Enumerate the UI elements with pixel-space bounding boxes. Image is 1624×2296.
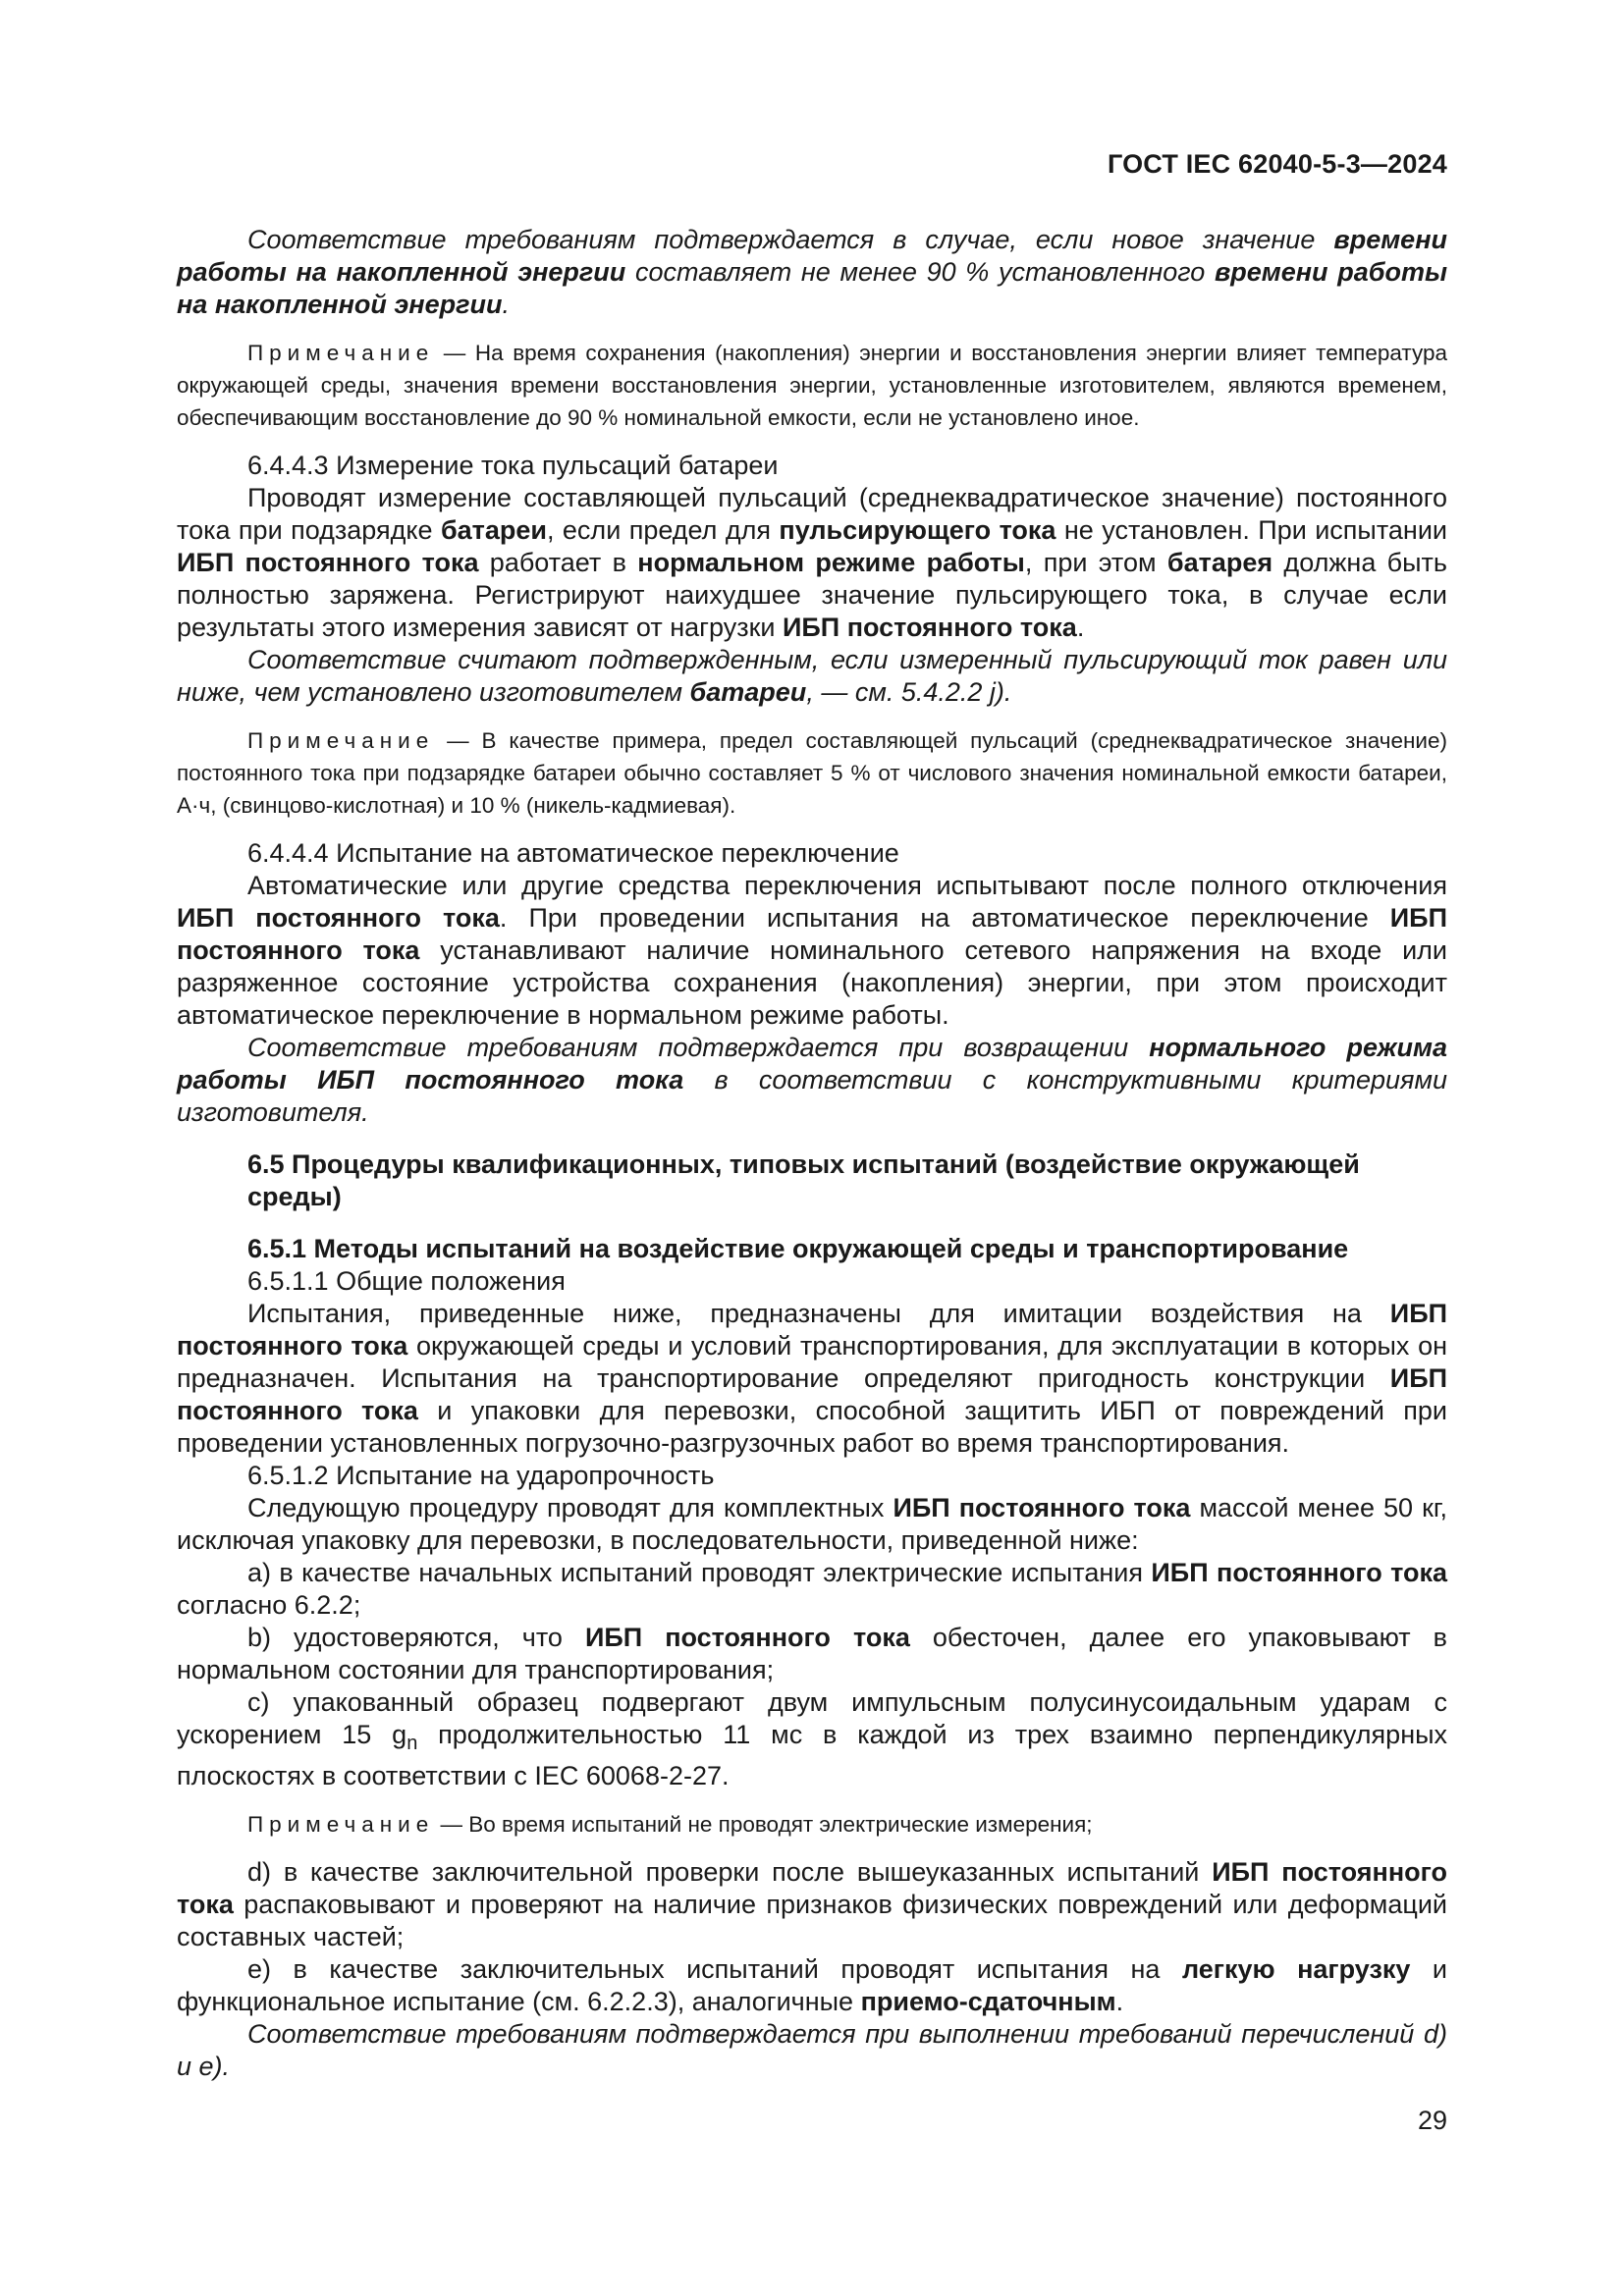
text-run: Соответствие требованиям подтверждается в случае, если новое значение	[247, 225, 1334, 254]
bold-term: ИБП постоянного тока	[177, 903, 1447, 965]
text-run: обычно составляет 5 % от числового значения номинальной емкости батареи, А·ч, (свинцово-кислотная) и 10 % (никель-кадмиевая).	[177, 761, 1447, 818]
text-run: a) в качестве начальных испытаний проводят электрические испытания	[247, 1558, 1152, 1587]
note-6	[177, 724, 1447, 822]
text-run: — В качестве примера, предел составляющей пульсаций (среднеквадратическое значение) постоянного тока при подзарядке	[177, 728, 1447, 785]
bold-term: времени работы на накопленной энергии	[177, 225, 1447, 287]
bold-term: ИБП постоянного тока	[177, 1299, 1447, 1361]
text-run: — Во время испытаний не проводят электрические измерения;	[434, 1812, 1093, 1837]
bold-term: ИБП постоянного тока	[1151, 1558, 1448, 1587]
text-run: Соответствие требованиям подтверждается при возвращении	[247, 1033, 1150, 1062]
text-run: d) в качестве заключительной проверки после вышеуказанных испытаний	[247, 1857, 1213, 1887]
note-label: Примечание	[247, 1812, 435, 1837]
paragraph-1	[177, 224, 1447, 321]
text-run: Автоматические или другие средства переключения испытывают после полного отключения	[247, 871, 1447, 900]
paragraph-17	[177, 1622, 1447, 1686]
text-run: .	[1115, 1987, 1124, 2016]
paragraph-22	[177, 2018, 1447, 2083]
text-run: окружающей среды и условий транспортирования, для эксплуатации в которых он предназначен. Испытания на транспортирование определяют пригодность конструкции	[177, 1331, 1447, 1393]
bold-term: ИБП постоянного тока	[584, 1623, 910, 1652]
paragraph-15	[177, 1492, 1447, 1557]
bold-term: ИБП постоянного тока	[177, 548, 479, 577]
text-run: в соответствии с конструктивными критериями изготовителя.	[177, 1065, 1447, 1127]
note-2	[177, 337, 1447, 434]
clause-heading-3	[177, 450, 1447, 482]
text-run: работает в	[478, 548, 638, 577]
paragraph-21	[177, 1953, 1447, 2018]
bold-term: батареи	[689, 677, 807, 707]
paragraph-16	[177, 1557, 1447, 1622]
bold-term: ИБП постоянного тока	[177, 1363, 1447, 1425]
note-19	[177, 1808, 1447, 1841]
note-label: Примечание	[247, 341, 435, 365]
text-run: e) в качестве заключительных испытаний проводят испытания на	[247, 1954, 1182, 1984]
text-run: , — см. 5.4.2.2 j).	[806, 677, 1012, 707]
clause-heading-12	[177, 1265, 1447, 1298]
text-run: 6.5 Процедуры квалификационных, типовых испытаний (воздействие окружающей среды)	[247, 1149, 1360, 1211]
text-run: .	[1076, 613, 1085, 642]
text-run: b) удостоверяются, что	[247, 1623, 585, 1652]
bold-term: времени работы на накопленной энергии	[177, 257, 1448, 319]
text-run: Проводят измерение составляющей пульсаций (среднеквадратическое значение) постоянного тока при подзарядке	[177, 483, 1447, 545]
paragraph-5	[177, 644, 1447, 709]
text-run: Соответствие требованиям подтверждается при выполнении требований перечислений d) и e).	[177, 2019, 1447, 2081]
text-run: обесточен, далее его упаковывают в нормальном состоянии для транспортирования;	[177, 1623, 1448, 1684]
paragraph-18	[177, 1686, 1447, 1792]
clause-heading-7	[177, 837, 1447, 870]
text-run: устанавливают наличие номинального сетевого напряжения на входе или разряженное состояние устройства сохранения (накопления) энергии, при этом происходит автоматическое переключение в нормальном режиме работы.	[177, 935, 1447, 1030]
paragraph-13	[177, 1298, 1447, 1460]
text-run: массой менее 50 кг, исключая упаковку для перевозки, в последовательности, приведенной ниже:	[177, 1493, 1447, 1555]
paragraph-20	[177, 1856, 1447, 1953]
text-run: 6.5.1.1 Общие положения	[247, 1266, 566, 1296]
text-run: , если предел для	[546, 515, 780, 545]
bold-term: ИБП постоянного тока	[177, 1857, 1447, 1919]
document-header: ГОСТ IEC 62040-5-3—2024	[1107, 149, 1447, 179]
bold-term: батареи	[532, 761, 617, 785]
text-run: — На время сохранения (накопления) энергии и восстановления энергии влияет температура окружающей среды, значения времени восстановления энергии, установленные изготовителем, являются временем, обеспечивающим восстановление до 90 % номинальной емкости, если не установлено иное.	[177, 341, 1447, 430]
text-run: продолжительностью 11 мс в каждой из трех взаимно перпендикулярных плоскостях в соответствии с IEC 60068-2-27.	[177, 1720, 1448, 1790]
text-run: , при этом	[1024, 548, 1167, 577]
text-run: 6.4.4.4 Испытание на автоматическое переключение	[247, 838, 899, 868]
bold-term: нормального режима работы ИБП постоянного тока	[177, 1033, 1447, 1095]
bold-term: ИБП постоянного тока	[177, 903, 500, 933]
subsection-title-11	[177, 1233, 1447, 1265]
paragraph-8	[177, 870, 1447, 1032]
bold-term: батарея	[1166, 548, 1273, 577]
paragraph-4	[177, 482, 1447, 644]
text-run: должна быть полностью заряжена. Регистрируют наихудшее значение пульсирующего тока, в случае если результаты этого измерения зависят от нагрузки	[177, 548, 1447, 642]
bold-term: пульсирующего тока	[779, 515, 1056, 545]
bold-term: батареи	[440, 515, 547, 545]
bold-term: легкую нагрузку	[1181, 1954, 1411, 1984]
text-run: распаковывают и проверяют на наличие признаков физических повреждений или деформаций составных частей;	[177, 1890, 1447, 1951]
text-run: Соответствие считают подтвержденным, если измеренный пульсирующий ток равен или ниже, чем установлено изготовителем	[177, 645, 1447, 707]
bold-term: приемо-сдаточным	[860, 1987, 1116, 2016]
text-run: не установлен. При испытании	[1056, 515, 1447, 545]
text-run: и упаковки для перевозки, способной защитить ИБП от повреждений при проведении установленных погрузочно-разгрузочных работ во время транспортирования.	[177, 1396, 1447, 1458]
text-run: составляет не менее 90 % установленного	[625, 257, 1215, 287]
subscript: n	[406, 1733, 418, 1754]
bold-term: нормальном режиме работы	[637, 548, 1025, 577]
text-run: 6.5.1.2 Испытание на ударопрочность	[247, 1461, 715, 1490]
text-run: 6.5.1 Методы испытаний на воздействие окружающей среды и транспортирование	[247, 1234, 1349, 1263]
section-title-10	[247, 1148, 1447, 1213]
text-run: Испытания, приведенные ниже, предназначены для имитации воздействия на	[247, 1299, 1390, 1328]
text-run: Следующую процедуру проводят для комплектных	[247, 1493, 893, 1522]
text-run: c) упакованный образец подвергают двум импульсным полусинусоидальным ударам с ускорением 15 g	[177, 1687, 1447, 1749]
bold-term: ИБП постоянного тока	[782, 613, 1077, 642]
text-run: .	[502, 290, 511, 319]
text-run: 6.4.4.3 Измерение тока пульсаций батареи	[247, 451, 779, 480]
text-run: согласно 6.2.2;	[177, 1590, 361, 1620]
note-label: Примечание	[247, 728, 435, 753]
clause-heading-14	[177, 1460, 1447, 1492]
page-number: 29	[1417, 2106, 1447, 2135]
paragraph-9	[177, 1032, 1447, 1129]
text-run: . При проведении испытания на автоматическое переключение	[499, 903, 1390, 933]
bold-term: ИБП постоянного тока	[893, 1493, 1191, 1522]
text-run: и функциональное испытание (см. 6.2.2.3), аналогичные	[177, 1954, 1447, 2016]
document-body	[177, 224, 1447, 2083]
